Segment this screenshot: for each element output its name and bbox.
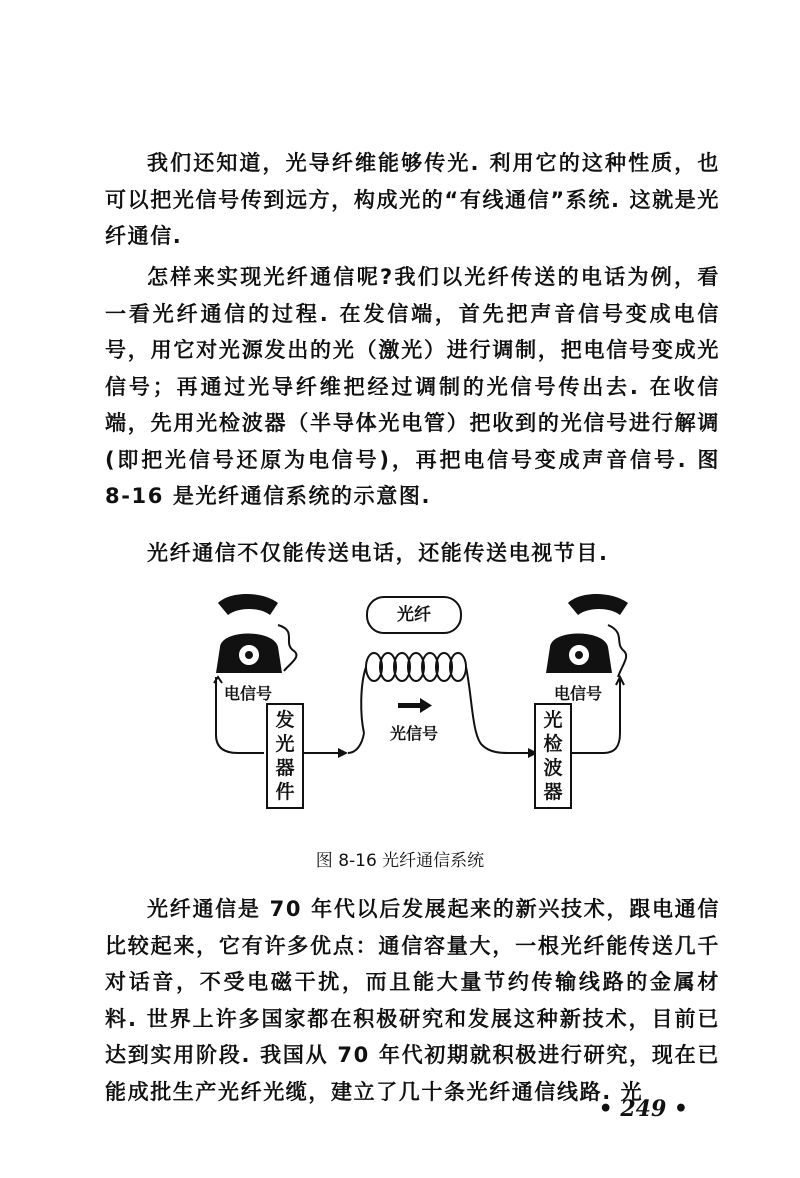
optical-signal-label: 光信号 [390, 724, 439, 743]
paragraph-fiber-advantages: 光纤通信是 70 年代以后发展起来的新兴技术，跟电通信比较起来，它有许多优点：通信容量大，一根光纤能传送几千对话音，不受电磁干扰，而且能大量节约传输线路的金属材料. 世界上许多国家都在积极研究和发展这种新技术，目前已达到实用阶段. 我国从 70 年代初期就积极进行研究，现在已能成批生产光纤光缆，建立了几十条光纤通信线路. 光 [105, 897, 720, 1104]
photodetector-box [534, 703, 572, 809]
right-telephone-icon [546, 594, 628, 677]
paragraph-fiber-intro: 我们还知道，光导纤维能够传光. 利用它的这种性质，也可以把光信号传到远方，构成光的“有线通信”系统. 这就是光纤通信. [105, 151, 720, 248]
figure-caption: 图 8-16 光纤通信系统 [315, 851, 485, 871]
emitter-char: 发 [275, 709, 295, 731]
paragraph-communication-process: 怎样来实现光纤通信呢?我们以光纤传送的电话为例，看一看光纤通信的过程. 在发信端，首先把声音信号变成电信号，用它对光源发出的光（激光）进行调制，把电信号变成光信号；再通过光导纤维把经过调制的光信号传出去. 在收信端，先用光检波器（半导体光电管）把收到的光信号进行解调(即把光信号还原为电信号)，再把电信号变成声音信号. 图 8-16 是光纤通信系统的示意图. [105, 265, 720, 508]
detector-char: 检 [543, 733, 563, 755]
emitter-char: 光 [275, 733, 295, 755]
emitter-char: 件 [275, 781, 295, 803]
paragraph-tv-transmission: 光纤通信不仅能传送电话，还能传送电视节目. [147, 541, 609, 565]
right-electric-signal-label: 电信号 [554, 684, 603, 703]
detector-char: 器 [543, 781, 563, 803]
left-electric-signal-label: 电信号 [224, 684, 273, 703]
left-telephone-icon [216, 594, 296, 673]
detector-char: 波 [543, 757, 563, 779]
emitter-char: 器 [275, 757, 295, 779]
fiber-label: 光纤 [366, 596, 462, 634]
page-number: • 249 • [598, 1096, 688, 1122]
detector-char: 光 [543, 709, 563, 731]
figure-fiber-communication-system [190, 585, 640, 820]
light-emitting-device-box [266, 703, 304, 809]
optical-signal-arrow-icon [398, 698, 432, 713]
